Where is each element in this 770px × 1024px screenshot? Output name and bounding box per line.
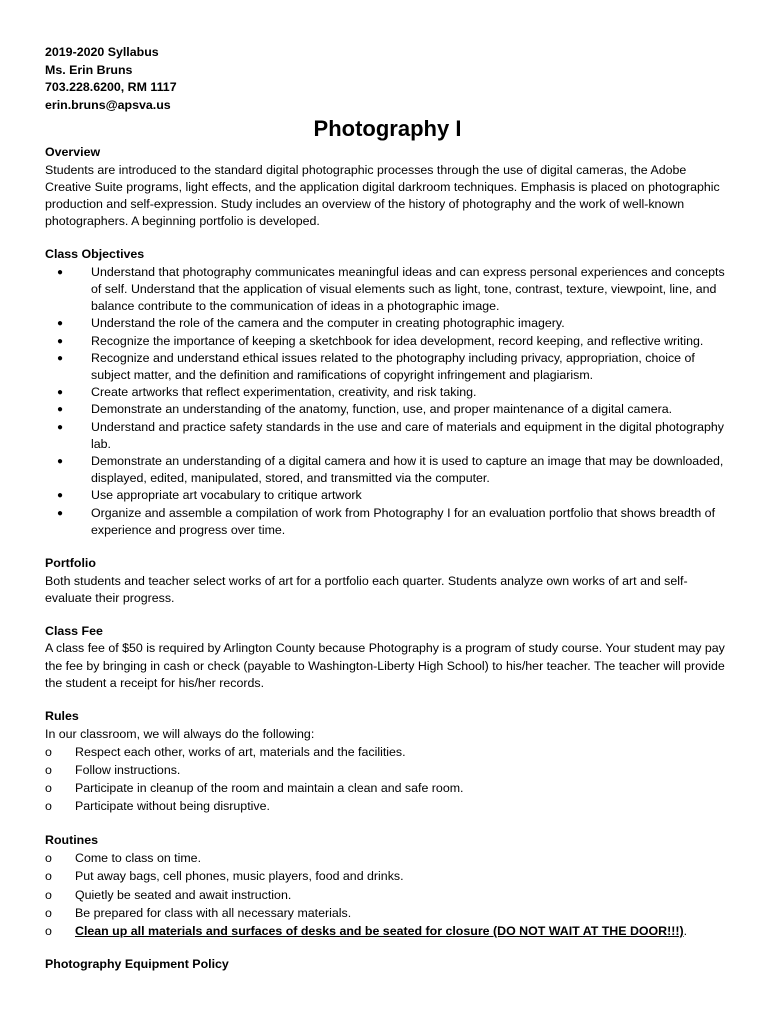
overview-section [45, 144, 730, 230]
routine-text: Put away bags, cell phones, music players, food and drinks. [75, 869, 404, 884]
portfolio-text: Both students and teacher select works of art for a portfolio each quarter. Students analyze own works of art and self-evaluate their progress. [45, 573, 688, 605]
list-marker: o [45, 799, 52, 814]
objective-item: ● Organize and assemble a compilation of work from Photography I for an evaluation portfolio that shows breadth of experience and progress over time. [45, 505, 730, 539]
objective-item: ● Understand the role of the camera and the computer in creating photographic imagery. [45, 315, 730, 332]
syllabus-page [45, 44, 730, 974]
list-marker: o [45, 887, 52, 902]
routine-item [45, 904, 730, 922]
rules-list [45, 743, 730, 816]
closure-suffix: . [683, 923, 688, 938]
teacher-phone-room: 703.228.6200, RM 1117 [45, 80, 177, 94]
closure-emphasis: Clean up all materials and surfaces of desks and be seated for closure (DO NOT WAIT AT THE DOOR!!!) [75, 923, 684, 938]
routine-text: Quietly be seated and await instruction. [75, 887, 292, 902]
objective-item: ● Demonstrate an understanding of a digital camera and how it is used to capture an image that may be downloaded, displayed, edited, manipulated, stored, and transmitted via the computer. [45, 453, 730, 487]
rule-text: Participate without being disruptive. [75, 799, 270, 814]
objective-item: ● Recognize the importance of keeping a sketchbook for idea development, record keeping, and reflective writing. [45, 333, 730, 350]
objectives-list [45, 264, 730, 539]
overview-text: Students are introduced to the standard digital photographic processes through the use of digital cameras, the Adobe Creative Suite programs, light effects, and the application digital darkroom techniques. Emphasis is placed on photographic production and self-expression. Study includes an overview of the history of photography and the work of well-known photographers. A beginning portfolio is developed. [45, 162, 720, 229]
objective-item: ● Use appropriate art vocabulary to critique artwork [45, 487, 730, 504]
page-title: Photography I [313, 116, 462, 141]
list-marker: o [45, 851, 52, 866]
teacher-email: erin.bruns@apsva.us [45, 97, 171, 112]
objectives-section [45, 246, 730, 539]
routines-list [45, 849, 730, 940]
rules-heading: Rules [45, 709, 79, 724]
objective-item: ● Recognize and understand ethical issues related to the photography including privacy, appropriation, choice of subject matter, and the definition and ramifications of copyright infringement and plagiarism. [45, 350, 730, 384]
objective-item: ● Understand and practice safety standards in the use and care of materials and equipment in the digital photography lab. [45, 419, 730, 453]
rule-text: Follow instructions. [75, 762, 181, 777]
routine-item [45, 886, 730, 904]
syllabus-header [45, 44, 730, 114]
teacher-name: Ms. Erin Bruns [45, 62, 133, 77]
rule-text: Respect each other, works of art, materials and the facilities. [75, 744, 406, 759]
equipment-section [45, 956, 730, 974]
fee-section [45, 623, 730, 692]
objective-item: ● Demonstrate an understanding of the anatomy, function, use, and proper maintenance of a digital camera. [45, 401, 730, 418]
objective-item: ● Create artworks that reflect experimentation, creativity, and risk taking. [45, 384, 730, 401]
routine-text: Be prepared for class with all necessary materials. [75, 905, 352, 920]
list-marker: o [45, 905, 52, 920]
fee-heading: Class Fee [45, 623, 103, 638]
portfolio-section [45, 555, 730, 607]
routines-heading: Routines [45, 832, 99, 847]
rules-intro: In our classroom, we will always do the following: [45, 726, 315, 741]
rule-item [45, 779, 730, 797]
syllabus-year: 2019-2020 Syllabus [45, 45, 159, 59]
list-marker: o [45, 781, 52, 796]
fee-text: A class fee of $50 is required by Arlington County because Photography is a program of study course. Your student may pay the fee by bringing in cash or check (payable to Washington-Liberty High School) to his/her teacher. The teacher will provide the student a receipt for his/her records. [45, 641, 725, 690]
objective-item: ● Understand that photography communicates meaningful ideas and can express personal experiences and concepts of self. Understand that the application of visual elements such as light, tone, contrast, texture, viewpoint, line, and balance contribute to the communication of ideas in a photographic image. [45, 264, 730, 316]
rule-item [45, 797, 730, 815]
rule-text: Participate in cleanup of the room and maintain a clean and safe room. [75, 781, 464, 796]
overview-heading: Overview [45, 145, 101, 159]
list-marker: o [45, 762, 52, 777]
rule-item [45, 761, 730, 779]
portfolio-heading: Portfolio [45, 556, 96, 571]
equipment-heading: Photography Equipment Policy [45, 957, 229, 972]
routine-item [45, 849, 730, 867]
routine-item [45, 867, 730, 885]
list-marker: o [45, 869, 52, 884]
routine-text: Come to class on time. [75, 851, 202, 866]
rules-section [45, 708, 730, 816]
rule-item [45, 743, 730, 761]
list-marker: o [45, 923, 52, 938]
routine-item-closure [45, 922, 730, 940]
list-marker: o [45, 744, 52, 759]
objectives-heading: Class Objectives [45, 247, 145, 262]
routines-section [45, 832, 730, 941]
